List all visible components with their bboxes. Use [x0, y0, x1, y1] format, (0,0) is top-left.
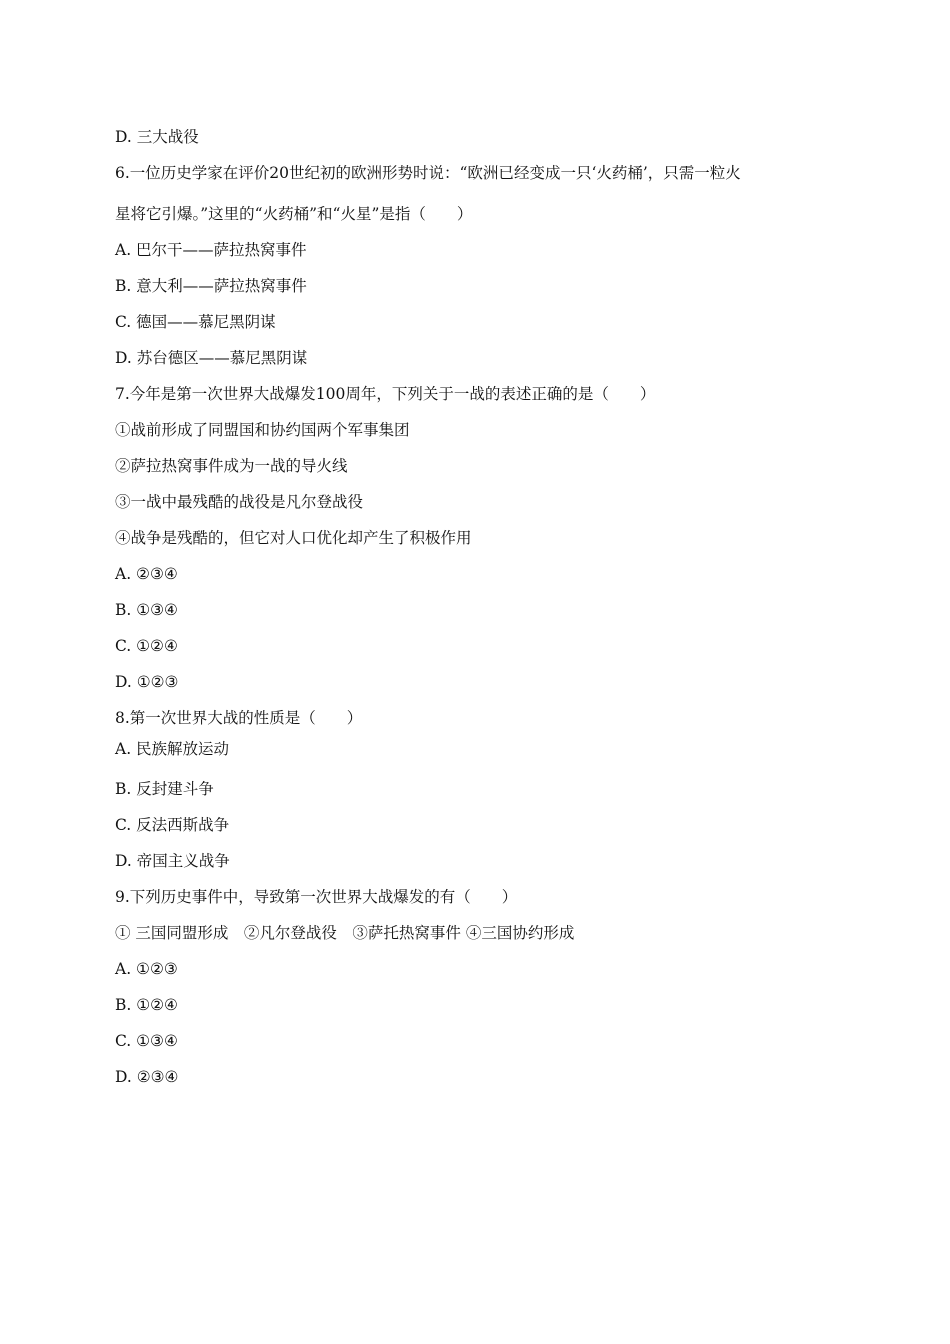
q5-option-d: D. 三大战役 [115, 128, 199, 146]
q6-option-c: C. 德国——慕尼黑阴谋 [115, 313, 276, 331]
q8-option-c: C. 反法西斯战争 [115, 816, 230, 834]
q6-option-b: B. 意大利——萨拉热窝事件 [115, 277, 307, 295]
q6-stem-line-1: 6.一位历史学家在评价20世纪初的欧洲形势时说：“欧洲已经变成一只‘火药桶’，只需一粒火 [115, 164, 741, 182]
q8-option-d: D. 帝国主义战争 [115, 852, 230, 870]
q9-option-d: D. ②③④ [115, 1068, 179, 1086]
q7-option-a: A. ②③④ [115, 565, 178, 583]
q7-statement-4: ④战争是残酷的，但它对人口优化却产生了积极作用 [115, 529, 472, 547]
q6-option-a: A. 巴尔干——萨拉热窝事件 [115, 241, 307, 259]
q7-stem: 7.今年是第一次世界大战爆发100周年，下列关于一战的表述正确的是（ ） [115, 385, 656, 403]
q7-option-b: B. ①③④ [115, 601, 178, 619]
q6-option-d: D. 苏台德区——慕尼黑阴谋 [115, 349, 308, 367]
q7-option-d: D. ①②③ [115, 673, 179, 691]
q9-option-c: C. ①③④ [115, 1032, 178, 1050]
q9-option-b: B. ①②④ [115, 996, 178, 1014]
q6-stem-line-2: 星将它引爆。”这里的“火药桶”和“火星”是指（ ） [115, 205, 473, 223]
q7-statement-2: ②萨拉热窝事件成为一战的导火线 [115, 457, 348, 475]
q7-statement-1: ①战前形成了同盟国和协约国两个军事集团 [115, 421, 410, 439]
q9-stem: 9.下列历史事件中，导致第一次世界大战爆发的有（ ） [115, 888, 518, 906]
q8-stem: 8.第一次世界大战的性质是（ ） [115, 709, 363, 727]
q9-option-a: A. ①②③ [115, 960, 178, 978]
q7-statement-3: ③一战中最残酷的战役是凡尔登战役 [115, 493, 364, 511]
q9-events: ① 三国同盟形成 ②凡尔登战役 ③萨托热窝事件 ④三国协约形成 [115, 924, 575, 942]
q8-option-a: A. 民族解放运动 [115, 740, 230, 758]
q7-option-c: C. ①②④ [115, 637, 178, 655]
q8-option-b: B. 反封建斗争 [115, 780, 214, 798]
